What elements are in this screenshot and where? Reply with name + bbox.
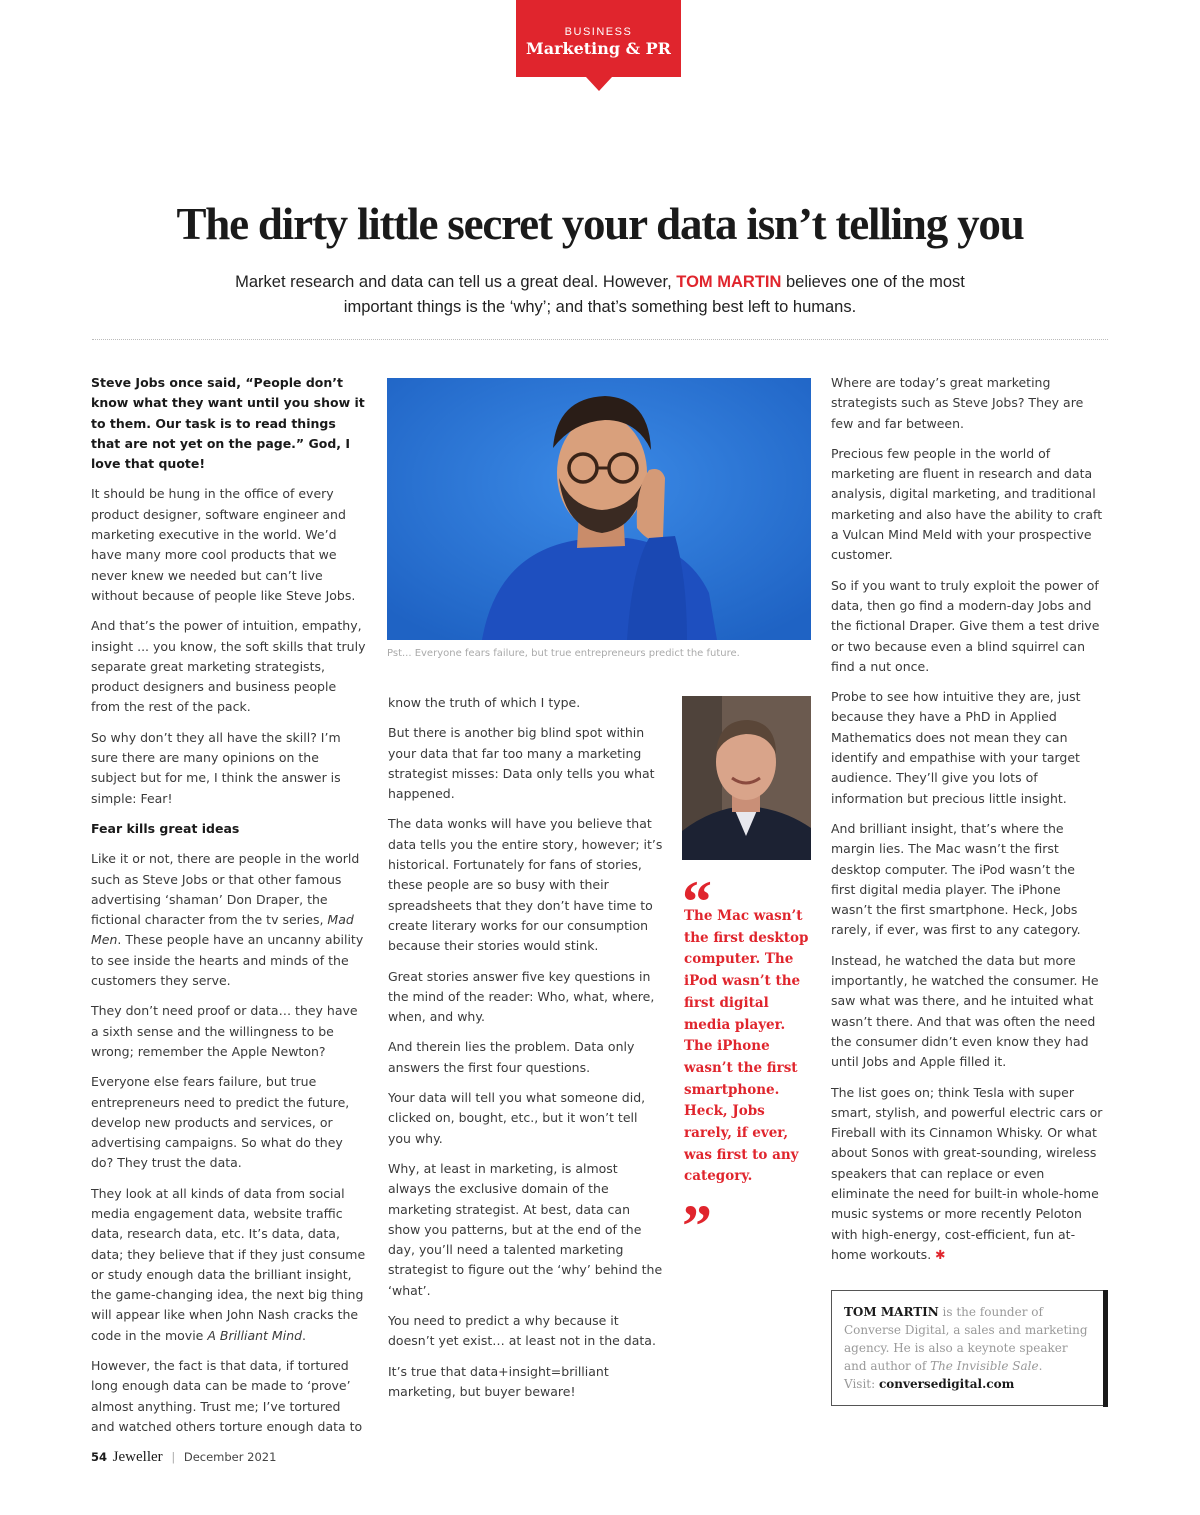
paragraph: But there is another big blind spot within your data that far too many a marketing strategist misses: Data only tells you what happened. [388,725,655,802]
standfirst [200,270,1000,320]
page-number: 54 [91,1450,108,1464]
author-photo-image [682,696,811,860]
paragraph: Why, at least in marketing, is almost always the exclusive domain of the marketing strategist. At best, data can show you patterns, but at the end of the day, you’ll need a talented marketing strategist to figure out the ‘why’ behind the ‘what’. [388,1160,663,1298]
paragraph: So if you want to truly exploit the power of data, then go find a modern-day Jobs and the fictional Draper. Give them a test drive or two because even a blind squirrel can find a nut once. [831,577,1100,674]
paragraph: It should be hung in the office of every product designer, software engineer and marketing executive in the world. We’d have many more cool products that we never knew we needed but can’t live without because of people like Steve Jobs. [91,486,356,603]
paragraph: So why don’t they all have the skill? I’m sure there are many opinions on the subject but for me, I think the answer is simple: Fear! [91,729,341,806]
movie-title: A Brilliant Mind [207,1327,303,1343]
pull-quote: The Mac wasn’t the first desktop computer. The iPod wasn’t the first digital media player. The iPhone wasn’t the first smartphone. Heck, Jobs rarely, if ever, was first to any category. [684,908,809,1185]
paragraph: Your data will tell you what someone did, clicked on, bought, etc., but it won’t tell you why. [388,1090,646,1146]
text: The list goes on; think Tesla with super smart, stylish, and powerful electric cars or Fireball with its Cinnamon Whisky. Or what about Sonos with great-sounding, wireless speakers that can replace or even eliminate the need for built-in whole-home music systems or more recently Peloton with high-energy, cost-efficient, fun at-home workouts. [831,1084,1103,1262]
lead-paragraph: Steve Jobs once said, “People don’t know what they want until you show it to them. Our task is to read things that are not yet on the page.” God, I love that quote! [91,375,365,472]
book-title: The Invisible Sale [930,1359,1039,1373]
footer-separator: | [171,1450,176,1464]
paragraph: Probe to see how intuitive they are, just because they have a PhD in Applied Mathematics does not mean they can identify and empathise with your target audience. They’ll give you lots of information but precious little insight. [831,689,1081,806]
paragraph: And brilliant insight, that’s where the margin lies. The Mac wasn’t the first desktop computer. The iPod wasn’t the first digital media player. The iPhone wasn’t the first smartphone. Heck, Jobs rarely, if ever, was first to any category. [831,820,1081,938]
section-subcategory: Marketing & PR [526,39,671,58]
paragraph: know the truth of which I type. [388,695,581,710]
bio-name: TOM MARTIN [844,1305,939,1319]
paragraph: Everyone else fears failure, but true entrepreneurs need to predict the future, develop new products and services, or advertising campaigns. So what do they do? They trust the data. [91,1074,350,1171]
section-category: BUSINESS [564,26,633,38]
paragraph: You need to predict a why because it doesn’t yet exist… at least not in the data. [388,1313,656,1349]
paragraph: The data wonks will have you believe that data tells you the entire story, however; it’s historical. Fortunately for fans of stories, these people are so busy with their spreadsheets that they don’t have time to create literary works for our consumption because their stories would stink. [388,816,663,954]
headline: The dirty little secret your data isn’t telling you [176,199,1024,249]
paragraph: Great stories answer five key questions in the mind of the reader: Who, what, where, when, and why. [388,968,655,1025]
divider [92,339,1108,340]
paragraph: They don’t need proof or data… they have a sixth sense and the willingness to be wrong; remember the Apple Newton? [91,1003,358,1059]
author-bio-box [831,1290,1105,1406]
standfirst-before: Market research and data can tell us a great deal. However, [235,273,677,291]
issue-date: December 2021 [183,1450,277,1464]
paragraph: It’s true that data+insight=brilliant marketing, but buyer beware! [388,1363,609,1399]
website-link[interactable]: conversedigital.com [878,1377,1015,1391]
paragraph: However, the fact is that data, if tortured long enough data can be made to ‘prove’ almost anything. Trust me; I’ve tortured and watched others torture enough data to [91,1358,363,1434]
paragraph: Where are today’s great marketing strategists such as Steve Jobs? They are few and far between. [831,375,1084,431]
paragraph: And that’s the power of intuition, empathy, insight ... you know, the soft skills that truly separate great marketing strategists, product designers and business people from the rest of the pack. [91,618,366,715]
text: Like it or not, there are people in the world such as Steve Jobs or that other famous advertising ‘shaman’ Don Draper, the fictional character from the tv series, [91,851,360,928]
quote-close-icon: ” [682,1193,712,1259]
visit-label: Visit: [844,1377,879,1391]
tab-arrow-icon [586,77,612,91]
column-1 [91,373,366,1447]
bio-text [844,1303,1092,1393]
end-mark-icon: ✱ [935,1246,946,1262]
magazine-name: Jeweller [112,1449,163,1465]
bio-shadow-bar [1103,1290,1108,1407]
photo-caption: Pst... Everyone fears failure, but true entrepreneurs predict the future. [387,648,740,659]
text: . These people have an uncanny ability to see inside the hearts and minds of the customers they serve. [91,932,364,989]
whispering-man-image [387,378,811,640]
text: . [302,1327,307,1343]
standfirst-author: TOM MARTIN [676,273,782,291]
column-3 [831,373,1103,1275]
section-tab [516,0,681,77]
main-photo [387,378,811,640]
quote-open-icon: “ [682,869,712,935]
paragraph: Instead, he watched the data but more importantly, he watched the consumer. He saw what was there, and he intuited what wasn’t there. And that was often the need the consumer didn’t even know they had until Jobs and Apple filled it. [831,952,1099,1070]
column-2 [388,693,663,1412]
page-footer [91,1449,276,1466]
standfirst-after: believes one of the most important things is the ‘why’; and that’s something best left to humans. [343,273,965,316]
paragraph [91,849,366,991]
show-title: Mad Men [91,912,354,948]
bio-text-1: is the founder of Converse Digital, a sales and marketing agency. He is also a keynote speaker and author of [844,1305,1088,1373]
text: They look at all kinds of data from social media engagement data, website traffic data, research data, etc. It’s data, data, data; they believe that if they just consume or study enough data the brilliant insight, the game-changing idea, the next big thing will appear like when John Nash cracks the code in the movie [91,1185,366,1343]
bio-text-2: . [1038,1359,1043,1373]
subhead: Fear kills great ideas [91,820,240,836]
paragraph: And therein lies the problem. Data only answers the first four questions. [388,1039,635,1075]
paragraph [831,1083,1103,1266]
author-portrait [682,696,811,860]
paragraph [91,1184,366,1346]
paragraph: Precious few people in the world of marketing are fluent in research and data analysis, digital marketing, and traditional marketing and also have the ability to craft a Vulcan Mind Meld with your prospective customer. [831,445,1103,563]
